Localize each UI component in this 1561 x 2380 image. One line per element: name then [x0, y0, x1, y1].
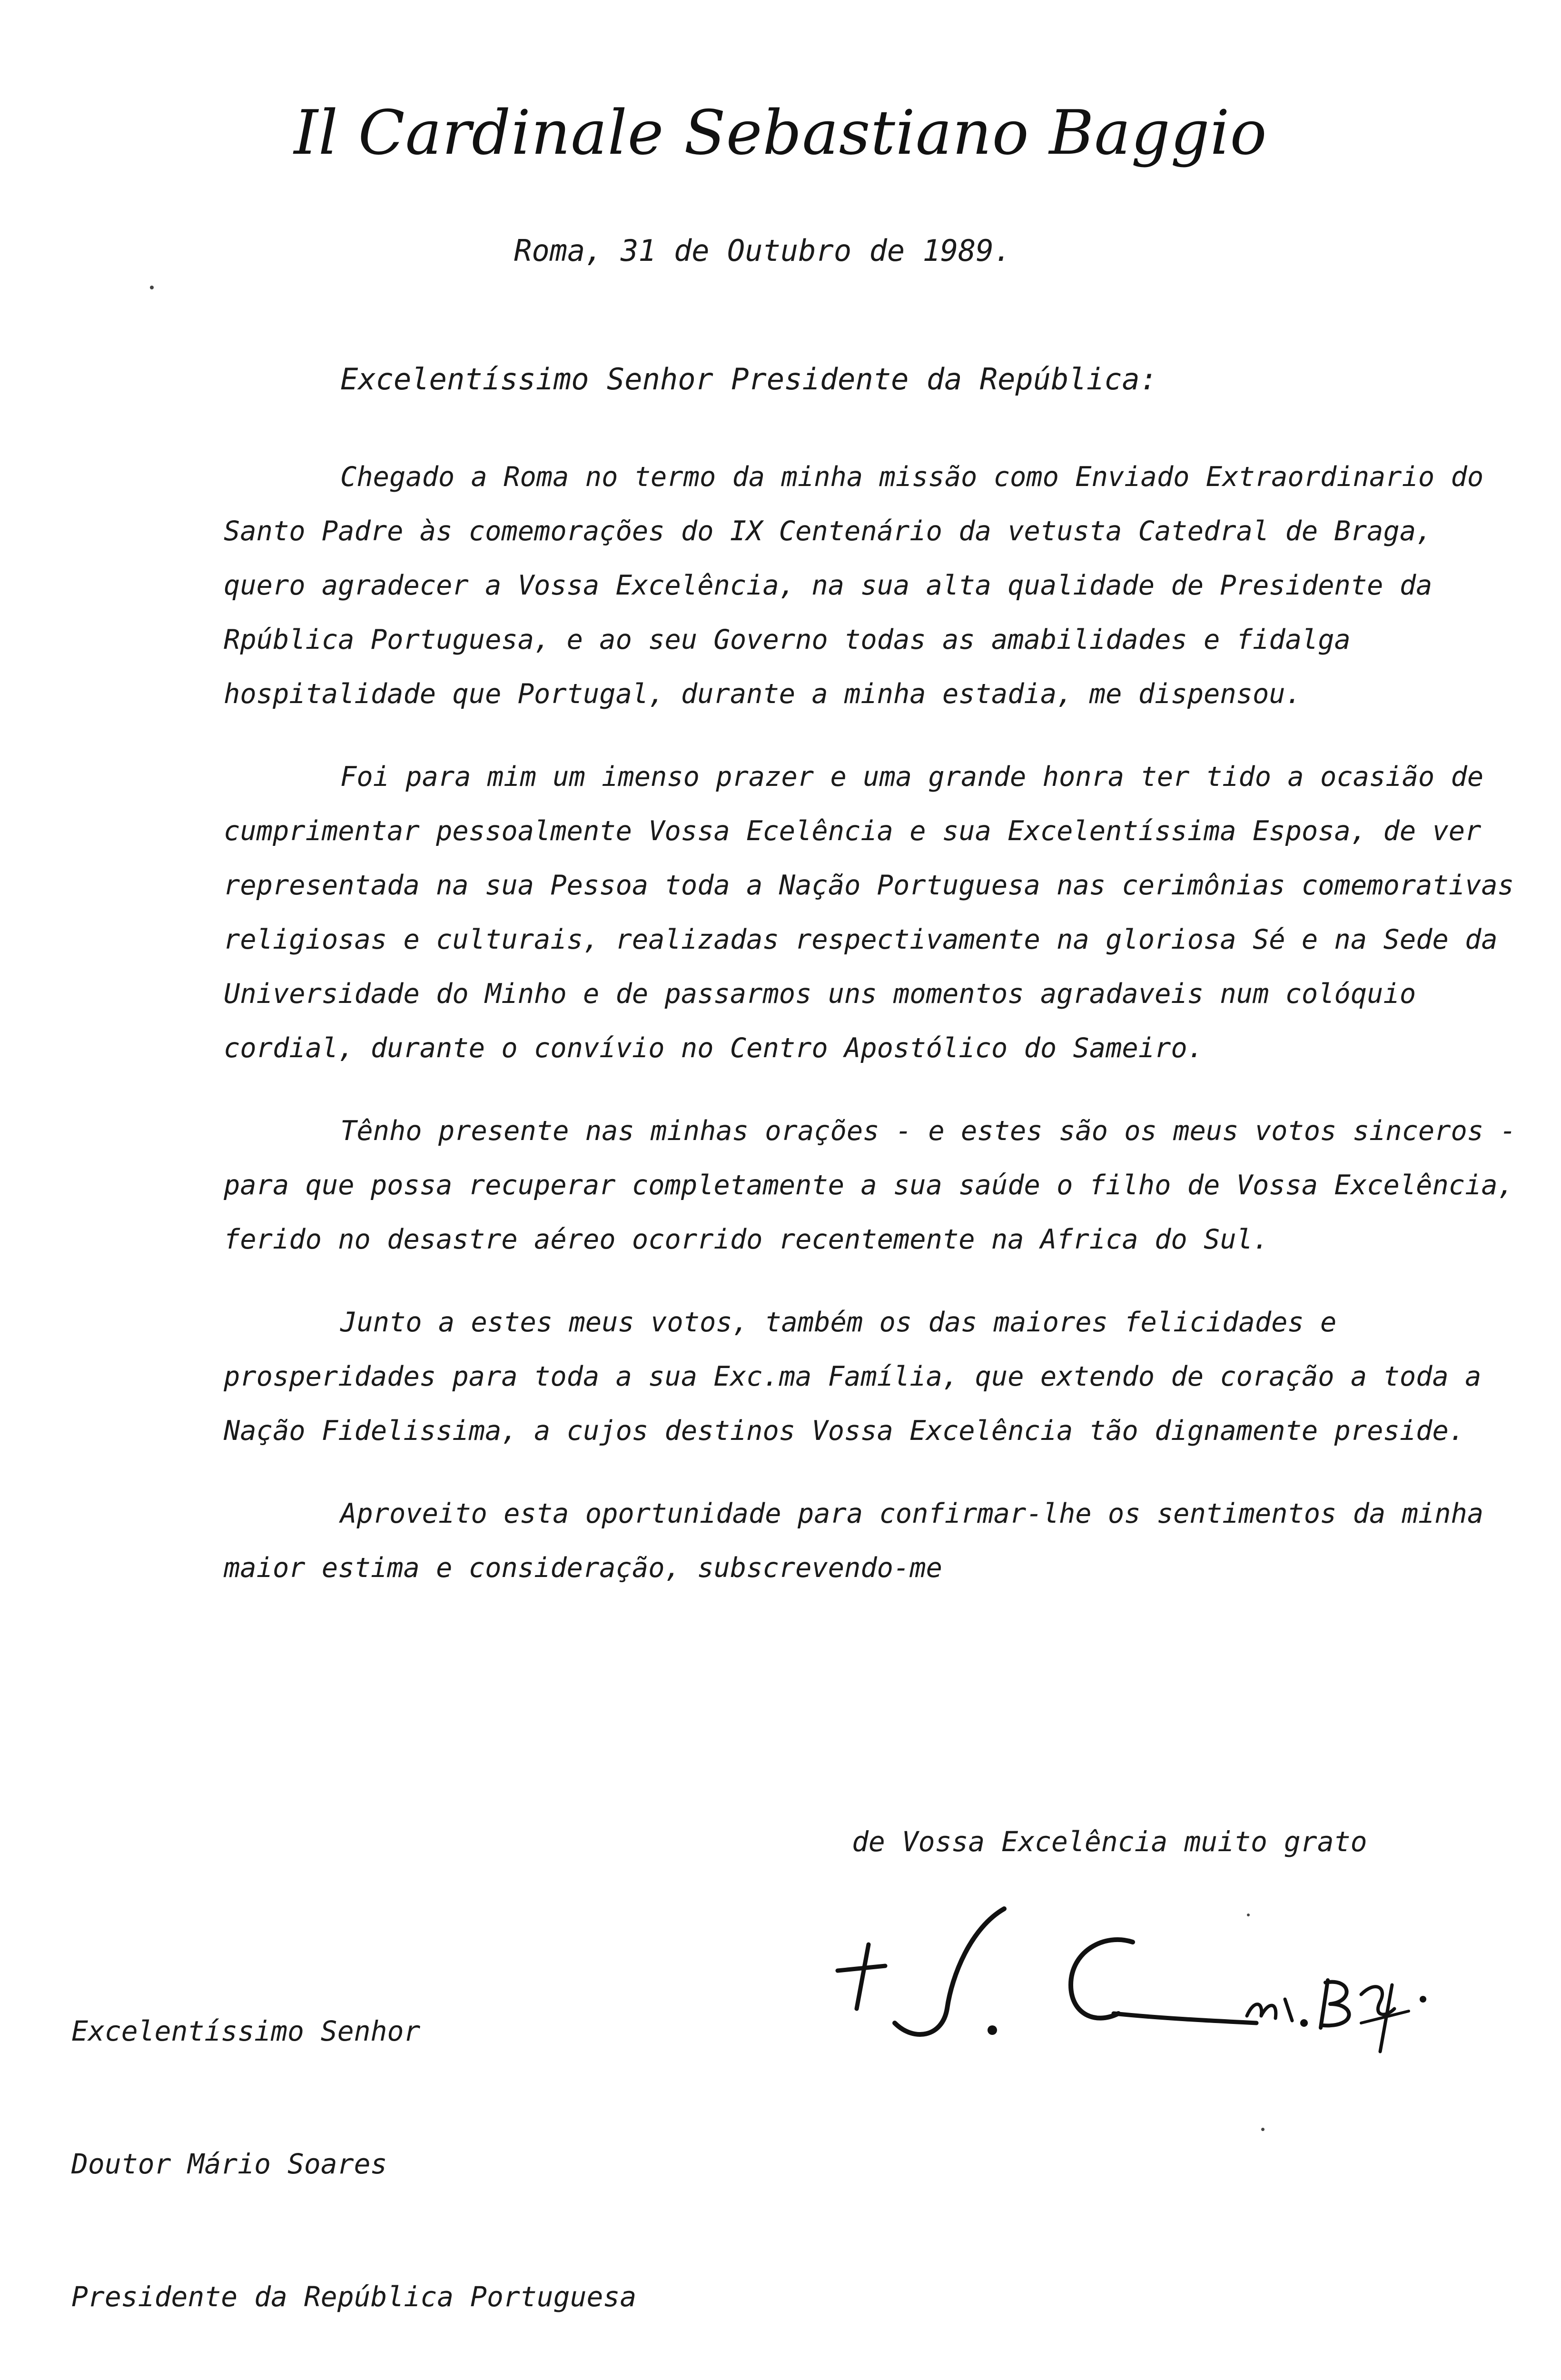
address-line-2: Doutor Mário Soares [71, 2148, 387, 2180]
paragraph-5: Aproveito esta oportunidade para confirmar-lhe os sentimentos da minha maior estima e consideração, subscrevendo-me [224, 1498, 1484, 1584]
letterhead: Il Cardinale Sebastiano Baggio [294, 98, 1267, 169]
paragraph-4: Junto a estes meus votos, também os das maiores felicidades e prosperidades para toda a sua Exc.ma Família, que extendo de coração a toda a Nação Fidelissima, a cujos destinos Vossa Excelência tão dignamente preside. [224, 1307, 1482, 1447]
letter-body [224, 450, 1518, 1624]
recipient-address [71, 1921, 636, 2380]
dateline: Roma, 31 de Outubro de 1989. [514, 233, 1012, 268]
paper-speck [1261, 2128, 1265, 2131]
paragraph-2: Foi para mim um imenso prazer e uma grande honra ter tido a ocasião de cumprimentar pessoalmente Vossa Ecelência e sua Excelentíssima Esposa, de ver representada na sua Pessoa toda a Nação Portuguesa nas cerimônias comemorativas religiosas e culturais, realizadas respectivamente na gloriosa Sé e na Sede da Universidade do Minho e de passarmos uns momentos agradaveis num colóquio cordial, durante o convívio no Centro Apostólico do Sameiro. [224, 761, 1514, 1064]
address-line-1: Excelentíssimo Senhor [71, 2015, 421, 2047]
signature [828, 1899, 1456, 2071]
paper-speck [150, 286, 154, 289]
address-line-3: Presidente da República Portuguesa [71, 2281, 637, 2313]
paragraph-1: Chegado a Roma no termo da minha missão como Enviado Extraordinario do Santo Padre às comemorações do IX Centenário da vetusta Catedral de Braga, quero agradecer a Vossa Excelência, na sua alta qualidade de Presidente da Rpública Portuguesa, e ao seu Governo todas as amabilidades e fidalga hospitalidade que Portugal, durante a minha estadia, me dispensou. [224, 461, 1484, 710]
salutation: Excelentíssimo Senhor Presidente da República: [340, 362, 1158, 397]
closing: de Vossa Excelência muito grato [852, 1825, 1367, 1858]
signature-drawing [828, 1899, 1456, 2071]
paper-speck [1247, 1914, 1250, 1916]
paragraph-3: Tênho presente nas minhas orações - e estes são os meus votos sinceros - para que possa recuperar completamente a sua saúde o filho de Vossa Excelência, ferido no desastre aéreo ocorrido recentemente na Africa do Sul. [224, 1115, 1516, 1255]
